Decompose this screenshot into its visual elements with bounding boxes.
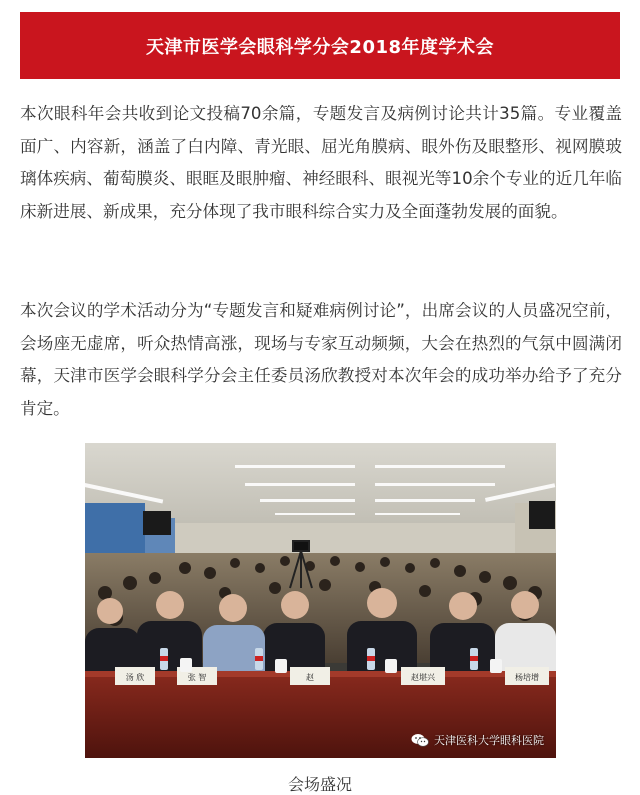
photo-caption: 会场盛况 [287, 775, 352, 794]
right-monitor [529, 501, 555, 529]
conference-photo [85, 443, 556, 758]
watermark-text: 天津医科大学眼科医院 [434, 734, 544, 747]
banner-title: 天津市医学会眼科学分会2018年度学术会 [145, 36, 495, 58]
wechat-icon [411, 733, 429, 747]
name-plate-3: 赵 [306, 673, 314, 682]
article-paragraph-2: 本次会议的学术活动分为“专题发言和疑难病例讨论”，出席会议的人员盛况空前，会场座无虚席，听众热情高涨，现场与专家互动频频，大会在热烈的气氛中圆满闭幕，天津市医学会眼科学分会主任委员汤欣教授对本次年会的成功举办给予了充分肯定。 [20, 301, 622, 418]
name-plate-4: 赵堪兴 [411, 673, 435, 682]
title-banner [20, 12, 620, 79]
conference-hall-illustration [85, 443, 556, 758]
article-paragraph-1: 本次眼科年会共收到论文投稿70余篇，专题发言及病例讨论共计35篇。专业覆盖面广、内容新，涵盖了白内障、青光眼、屈光角膜病、眼外伤及眼整形、视网膜玻璃体疾病、葡萄膜炎、眼眶及眼肿瘤、神经眼科、眼视光等10余个专业的近几年临床新进展、新成果，充分体现了我市眼科综合实力及全面蓬勃发展的面貌。 [20, 104, 622, 221]
name-plate-2: 张 智 [187, 673, 207, 682]
name-plate-5: 杨培增 [515, 673, 539, 682]
photo-watermark [411, 732, 544, 748]
name-plate-1: 汤 欣 [125, 673, 145, 682]
left-monitor [143, 511, 171, 535]
